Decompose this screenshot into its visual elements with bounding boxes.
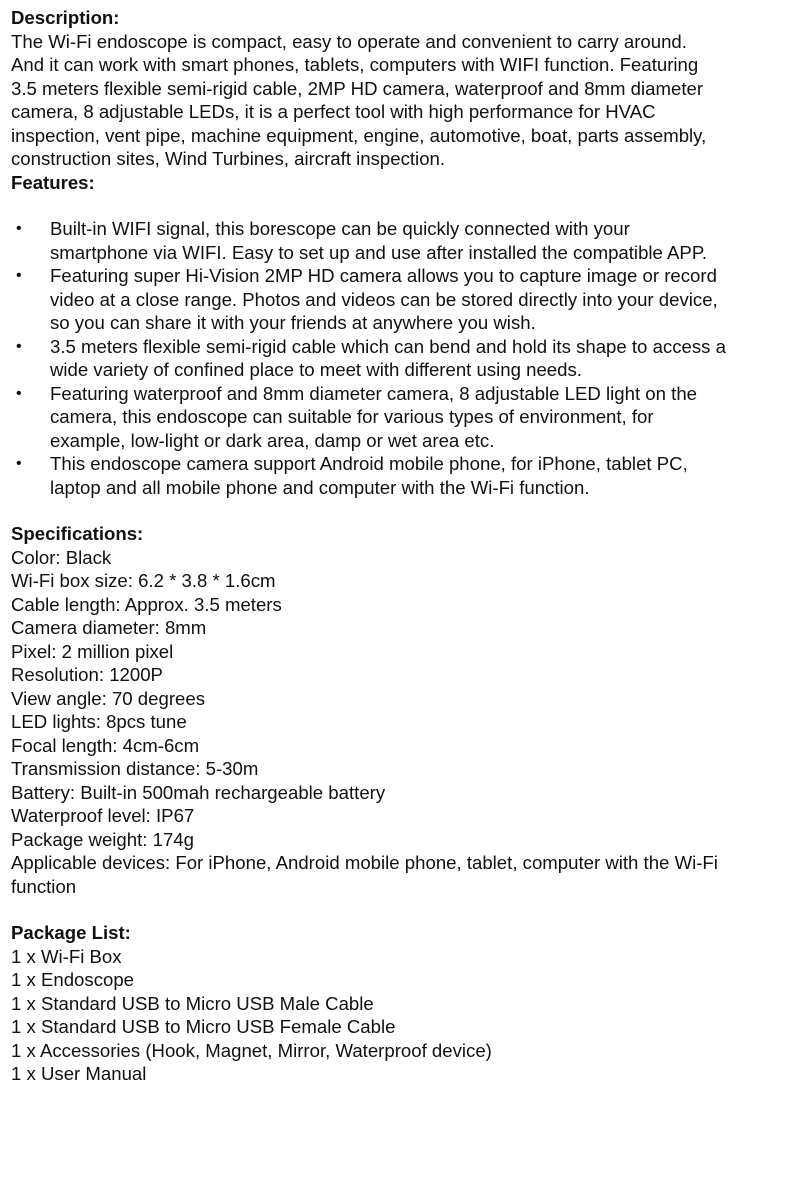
product-document	[11, 6, 791, 1086]
bullet-icon: •	[16, 337, 22, 355]
features-list	[11, 217, 791, 499]
features-heading: Features:	[11, 171, 95, 193]
list-item	[11, 335, 791, 382]
feature-text: 3.5 meters flexible semi-rigid cable which can bend and hold its shape to access a wide variety of confined place to meet with different using needs.	[50, 335, 726, 380]
list-item	[11, 264, 791, 335]
description-section	[11, 6, 791, 171]
feature-text: Featuring super Hi-Vision 2MP HD camera allows you to capture image or record video at a close range. Photos and videos can be stored directly into your device, so you can share it with your friends at anywhere you wish.	[50, 265, 718, 333]
specifications-heading: Specifications:	[11, 523, 144, 544]
description-text: The Wi-Fi endoscope is compact, easy to operate and convenient to carry around. And it can work with smart phones, tablets, computers with WIFI function. Featuring 3.5 meters flexible semi-rigid cable, 2MP HD camera, waterproof and 8mm diameter camera, 8 adjustable LEDs, it is a perfect tool with high performance for HVAC inspection, vent pipe, machine equipment, engine, automotive, boat, parts assembly, construction sites, Wind Turbines, aircraft inspection.	[11, 30, 707, 169]
feature-text: Built-in WIFI signal, this borescope can be quickly connected with your smartphone via WIFI. Easy to set up and use after installed the compatible APP.	[50, 218, 707, 263]
package-line: 1 x Standard USB to Micro USB Female Cable	[11, 1016, 396, 1037]
spec-line: Focal length: 4cm-6cm	[11, 734, 200, 756]
spec-line: Battery: Built-in 500mah rechargeable battery	[11, 781, 386, 803]
bullet-icon: •	[16, 384, 22, 402]
spec-line: Pixel: 2 million pixel	[11, 640, 174, 662]
package-list-section	[11, 921, 791, 1086]
description-heading: Description:	[11, 7, 120, 28]
features-spacer	[11, 194, 791, 217]
package-line: 1 x Accessories (Hook, Magnet, Mirror, Waterproof device)	[11, 1039, 492, 1061]
spec-line: LED lights: 8pcs tune	[11, 711, 187, 732]
bullet-icon: •	[16, 267, 22, 284]
spec-line: Color: Black	[11, 546, 112, 568]
spec-line: Camera diameter: 8mm	[11, 617, 207, 638]
package-list-heading: Package List:	[11, 922, 131, 943]
bullet-icon: •	[16, 220, 22, 237]
package-line: 1 x Endoscope	[11, 969, 135, 990]
spec-line: Wi-Fi box size: 6.2 * 3.8 * 1.6cm	[11, 570, 276, 591]
spec-line: Transmission distance: 5-30m	[11, 758, 259, 779]
spec-line: View angle: 70 degrees	[11, 687, 205, 709]
spec-line: Applicable devices: For iPhone, Android mobile phone, tablet, computer with the Wi-Fi function	[11, 852, 718, 897]
list-item	[11, 217, 791, 264]
feature-text: Featuring waterproof and 8mm diameter camera, 8 adjustable LED light on the camera, this endoscope can suitable for various types of environment, for example, low-light or dark area, damp or wet area etc.	[50, 382, 697, 451]
package-line: 1 x User Manual	[11, 1063, 147, 1084]
spec-line: Cable length: Approx. 3.5 meters	[11, 593, 282, 615]
features-section	[11, 171, 791, 500]
spec-line: Package weight: 174g	[11, 828, 194, 850]
package-line: 1 x Wi-Fi Box	[11, 945, 122, 967]
package-line: 1 x Standard USB to Micro USB Male Cable	[11, 992, 374, 1014]
feature-text: This endoscope camera support Android mobile phone, for iPhone, tablet PC, laptop and all mobile phone and computer with the Wi-Fi function.	[50, 453, 688, 498]
spec-line: Resolution: 1200P	[11, 664, 163, 685]
list-item	[11, 452, 791, 499]
bullet-icon: •	[16, 455, 22, 472]
spec-line: Waterproof level: IP67	[11, 805, 195, 826]
list-item	[11, 382, 791, 453]
specifications-section	[11, 522, 791, 898]
